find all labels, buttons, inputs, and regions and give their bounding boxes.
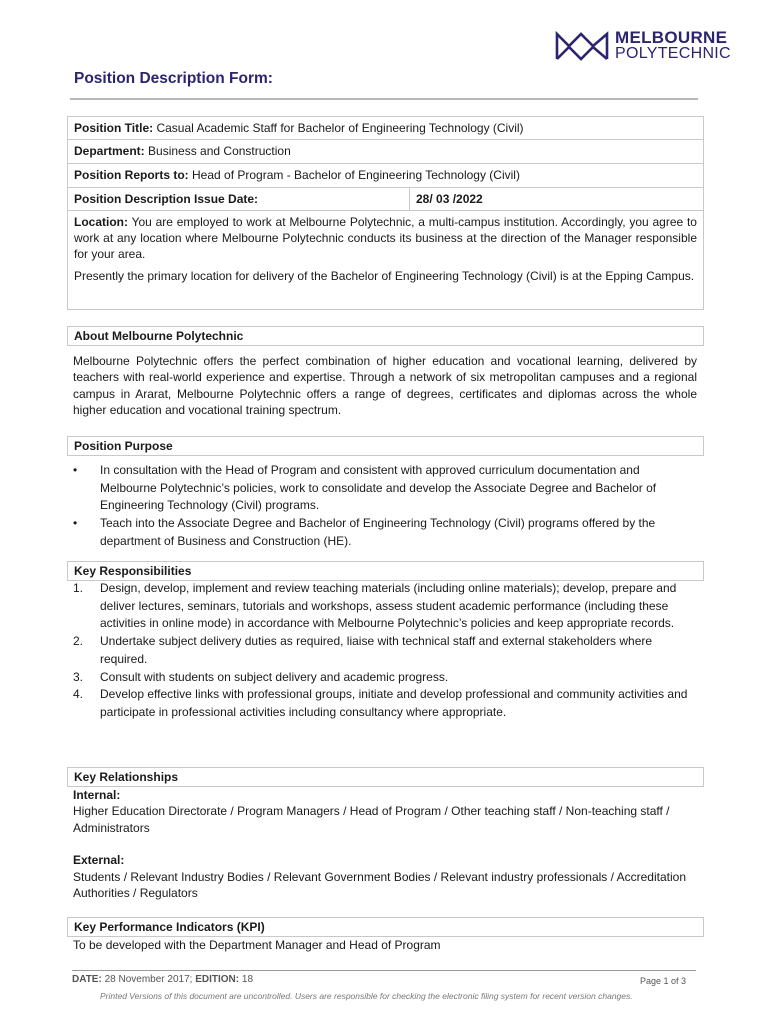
department-value: Business and Construction xyxy=(148,144,291,158)
about-text: Melbourne Polytechnic offers the perfect combination of higher education and vocational learning, delivered by teachers with real-world experience and expertise. Through a network of six metropolitan campuses and a regional campus in Ararat, Melbourne Polytechnic offers a range of degrees, certificates and diplomas across the whole higher education and vocational training spectrum. xyxy=(73,354,697,418)
issue-date-label: Position Description Issue Date: xyxy=(74,192,259,206)
footer-date xyxy=(72,974,253,985)
page-number: Page 1 of 3 xyxy=(639,976,686,986)
list-item-text: Teach into the Associate Degree and Bachelor of Engineering Technology (Civil) programs offered by the department of Business and Construction (HE). xyxy=(100,516,656,548)
reports-to-row xyxy=(67,163,704,188)
logo xyxy=(555,30,731,62)
footer-divider xyxy=(72,970,696,971)
title-divider xyxy=(70,98,698,100)
list-item-text: Design, develop, implement and review teaching materials (including online materials); develop, prepare and deliver lectures, seminars, tutorials and workshops, assess student academic performance (including these activities in online mode) in accordance with Melbourne Polytechnic’s policies and keep appropriate records. xyxy=(100,581,677,631)
list-number: 1. xyxy=(73,581,84,595)
internal-label: Internal: xyxy=(73,788,121,802)
list-item-text: Develop effective links with professional groups, initiate and develop professional and community activities and participate in professional activities including consultancy where appropriate. xyxy=(100,687,688,719)
list-item xyxy=(73,686,697,721)
list-item xyxy=(73,515,697,550)
logo-line-1: MELBOURNE xyxy=(615,28,728,47)
purpose-list xyxy=(73,462,697,551)
logo-text xyxy=(615,30,731,62)
position-title-row xyxy=(67,116,704,140)
position-title-label: Position Title: xyxy=(74,121,154,135)
responsibilities-list xyxy=(73,580,697,722)
department-row xyxy=(67,139,704,164)
list-item xyxy=(73,669,697,687)
kpi-heading: Key Performance Indicators (KPI) xyxy=(67,917,704,937)
about-heading: About Melbourne Polytechnic xyxy=(67,326,704,346)
location-paragraph xyxy=(74,214,697,262)
list-item xyxy=(73,633,697,668)
bullet-icon: • xyxy=(73,463,78,477)
relationships-heading: Key Relationships xyxy=(67,767,704,787)
melbourne-polytechnic-logo-icon xyxy=(555,31,609,61)
kpi-text: To be developed with the Department Manager and Head of Program xyxy=(73,938,441,952)
date-label: DATE: xyxy=(72,974,102,985)
reports-to-label: Position Reports to: xyxy=(74,168,189,182)
page-title: Position Description Form: xyxy=(74,70,273,87)
position-title-value: Casual Academic Staff for Bachelor of Engineering Technology (Civil) xyxy=(156,121,524,135)
list-number: 2. xyxy=(73,634,84,649)
footer-disclaimer: Printed Versions of this document are uncontrolled. Users are responsible for checking the electronic filing system for recent version changes. xyxy=(100,991,633,1001)
location-value: You are employed to work at Melbourne Polytechnic, a multi-campus institution. Accordingly, you agree to work at any location where Melbourne Polytechnic conducts its business at the direction of the Manager responsible for your area. xyxy=(74,215,697,261)
list-item xyxy=(73,462,697,515)
edition-label: EDITION: xyxy=(195,974,240,985)
location-label: Location: xyxy=(74,215,128,229)
list-item-text: Consult with students on subject delivery and academic progress. xyxy=(100,669,449,684)
location-paragraph-2: Presently the primary location for delivery of the Bachelor of Engineering Technology (Civil) is at the Epping Campus. xyxy=(74,269,695,283)
responsibilities-heading: Key Responsibilities xyxy=(67,561,704,581)
date-value: 28 November 2017; xyxy=(104,974,193,985)
list-item xyxy=(73,580,697,633)
edition-value: 18 xyxy=(241,974,254,985)
issue-date-value: 28/ 03 /2022 xyxy=(416,192,483,206)
location-row xyxy=(67,210,704,310)
issue-date-row xyxy=(67,187,704,211)
list-item-text: In consultation with the Head of Program and consistent with approved curriculum documentation and Melbourne Polytechnic’s policies, work to consolidate and develop the Associate Degree and Bachelor of Engineering Technology (Civil) programs. xyxy=(100,463,657,513)
external-text: Students / Relevant Industry Bodies / Relevant Government Bodies / Relevant industry professionals / Accreditation Authorities / Regulators xyxy=(73,869,686,901)
external-label: External: xyxy=(73,853,125,868)
logo-line-2: POLYTECHNIC xyxy=(615,45,731,62)
list-number: 3. xyxy=(73,669,84,684)
list-number: 4. xyxy=(73,687,84,702)
relationships-body xyxy=(73,787,697,901)
internal-text: Higher Education Directorate / Program Managers / Head of Program / Other teaching staff / Non-teaching staff / Administrators xyxy=(73,804,670,835)
bullet-icon: • xyxy=(73,516,78,531)
cell-divider xyxy=(409,188,410,210)
department-label: Department: xyxy=(74,144,145,158)
list-item-text: Undertake subject delivery duties as required, liaise with technical staff and external stakeholders where required. xyxy=(100,634,653,666)
reports-to-value: Head of Program - Bachelor of Engineering Technology (Civil) xyxy=(192,168,520,182)
purpose-heading: Position Purpose xyxy=(67,436,704,456)
